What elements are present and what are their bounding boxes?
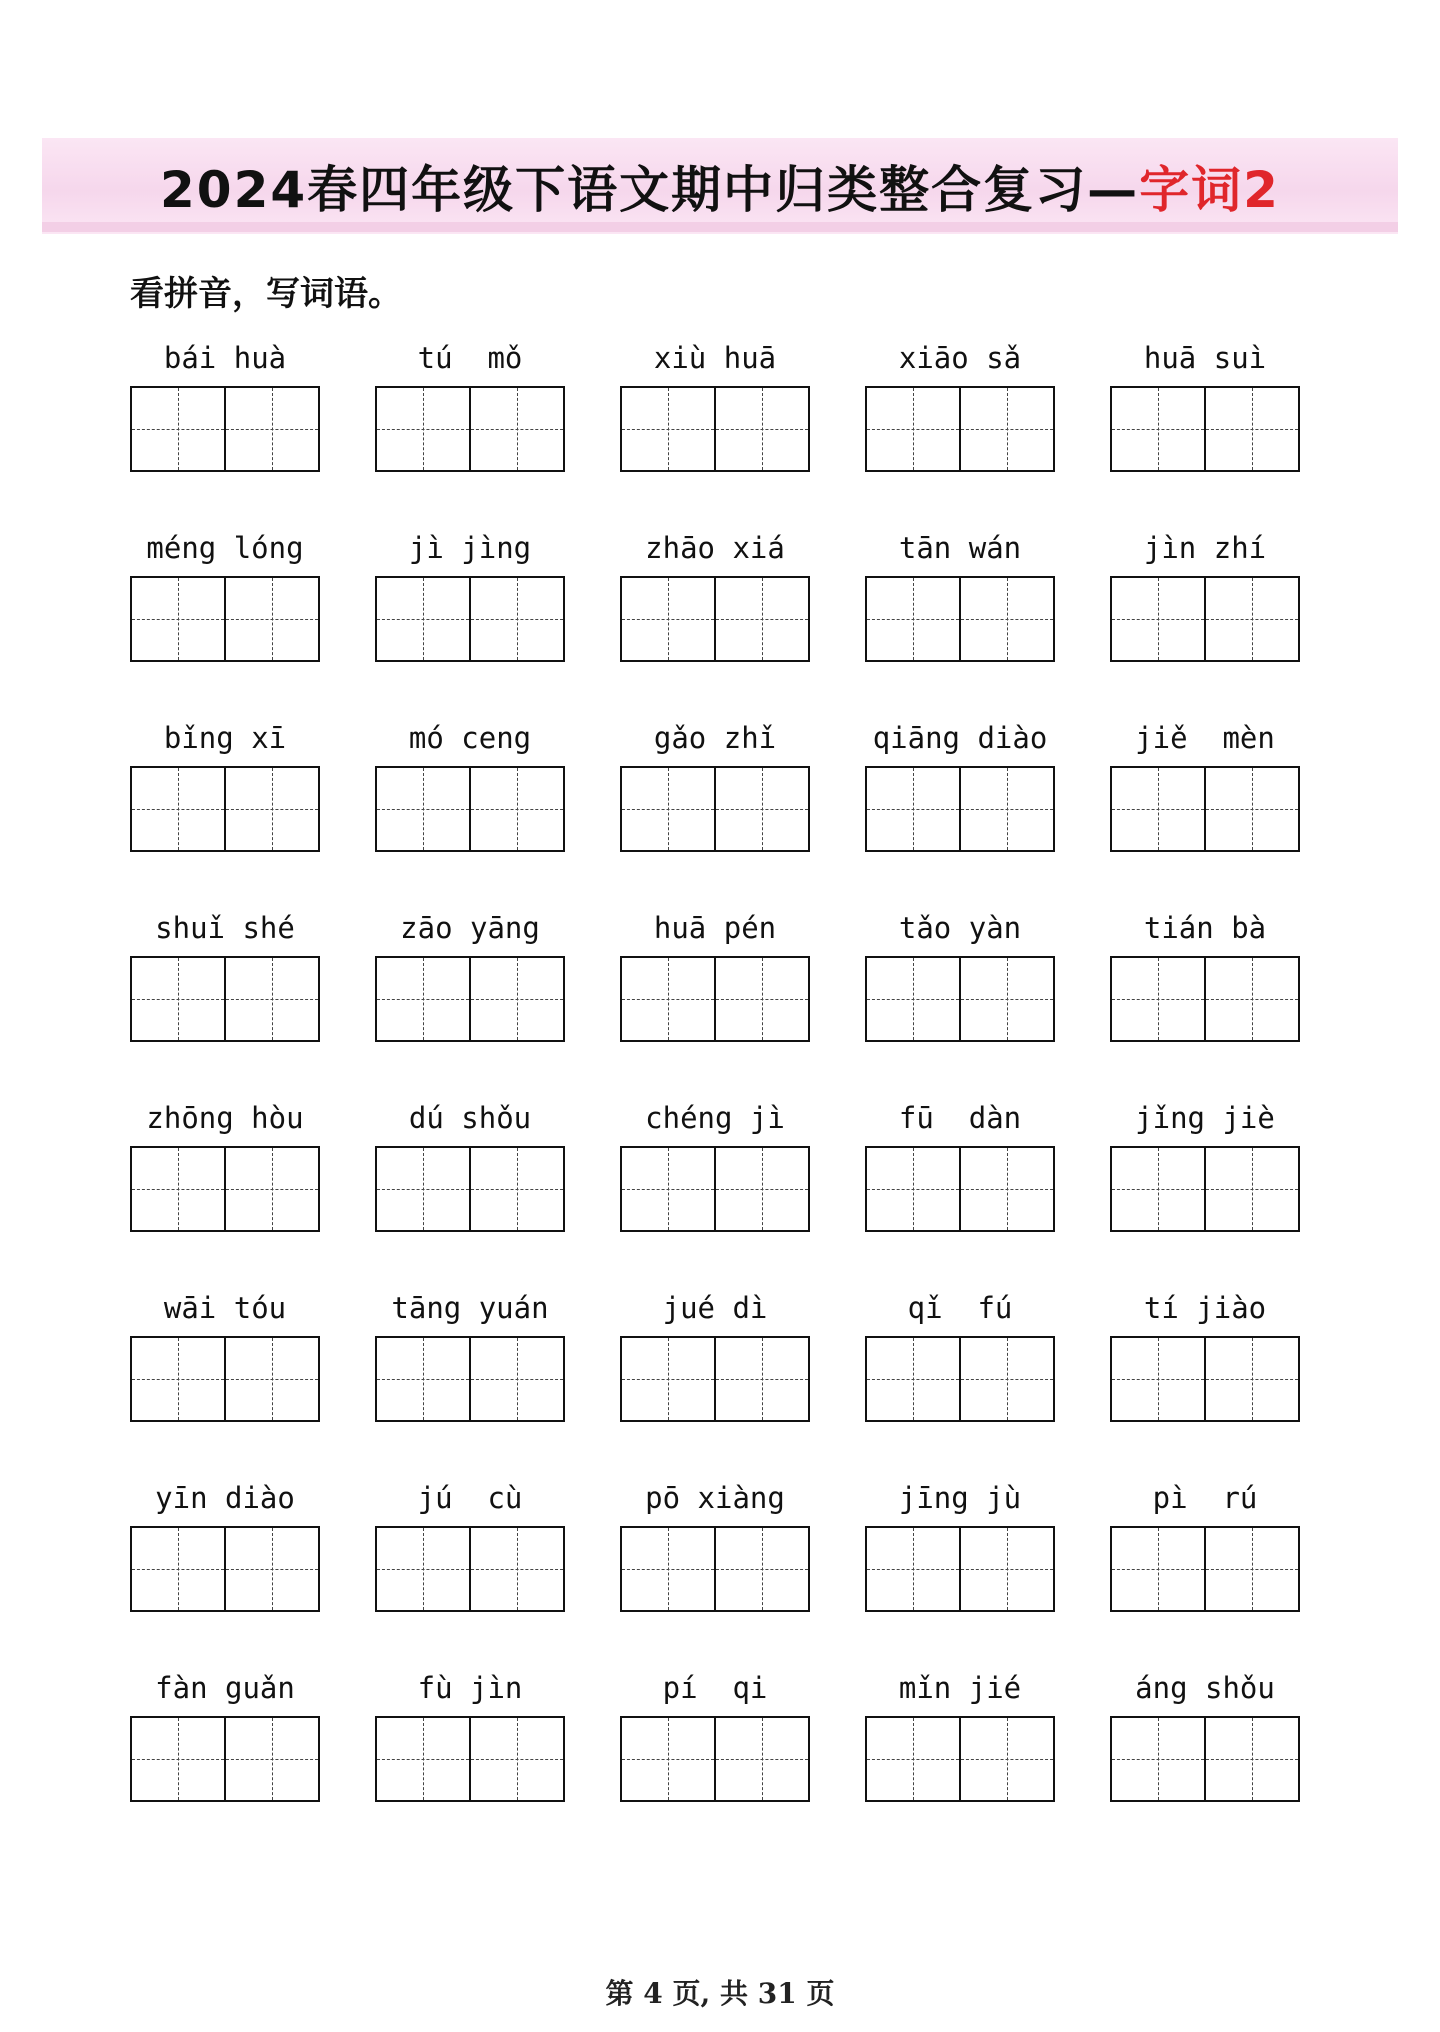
writing-box-pair — [865, 576, 1055, 662]
writing-box[interactable] — [224, 958, 318, 1040]
writing-box[interactable] — [622, 388, 714, 470]
writing-box[interactable] — [959, 1148, 1053, 1230]
writing-box[interactable] — [469, 768, 563, 850]
pinyin-label: shuǐ shé — [155, 911, 295, 945]
writing-box-pair — [865, 386, 1055, 472]
writing-box-pair — [1110, 1336, 1300, 1422]
pinyin-label: wāi tóu — [163, 1291, 287, 1325]
pinyin-label: zhōng hòu — [146, 1101, 304, 1135]
writing-box[interactable] — [1204, 1718, 1298, 1800]
writing-box[interactable] — [714, 958, 808, 1040]
writing-box[interactable] — [377, 958, 469, 1040]
writing-box[interactable] — [622, 1528, 714, 1610]
writing-box[interactable] — [469, 1528, 563, 1610]
writing-box-pair — [375, 1336, 565, 1422]
word-item — [130, 1280, 320, 1470]
writing-box-pair — [130, 766, 320, 852]
pinyin-label: méng lóng — [146, 531, 304, 565]
writing-box-pair — [130, 1716, 320, 1802]
writing-box[interactable] — [867, 1528, 959, 1610]
writing-box-pair — [375, 766, 565, 852]
writing-box-pair — [130, 1336, 320, 1422]
word-item — [375, 1280, 565, 1470]
pinyin-label: pí qi — [662, 1671, 768, 1705]
word-item — [865, 1660, 1055, 1850]
pinyin-label: pì rú — [1152, 1481, 1258, 1515]
writing-box[interactable] — [132, 1718, 224, 1800]
page-title-highlight: 字词2 — [1139, 161, 1280, 219]
word-item — [375, 1090, 565, 1280]
word-item — [620, 1470, 810, 1660]
word-item — [375, 1470, 565, 1660]
pinyin-label: tí jiào — [1143, 1291, 1267, 1325]
pinyin-label: zāo yāng — [400, 911, 540, 945]
writing-box[interactable] — [714, 1148, 808, 1230]
writing-box-pair — [375, 576, 565, 662]
writing-box[interactable] — [959, 578, 1053, 660]
writing-box-pair — [620, 766, 810, 852]
pinyin-label: bái huà — [163, 341, 287, 375]
writing-box[interactable] — [1112, 1718, 1204, 1800]
writing-box-pair — [1110, 386, 1300, 472]
pinyin-label: dú shǒu — [408, 1101, 532, 1135]
word-item — [1110, 1660, 1300, 1850]
pinyin-label: tú mǒ — [417, 341, 523, 375]
word-item — [620, 710, 810, 900]
writing-box[interactable] — [622, 1338, 714, 1420]
writing-box[interactable] — [132, 958, 224, 1040]
word-grid — [130, 330, 1310, 1850]
writing-box[interactable] — [132, 1148, 224, 1230]
writing-box[interactable] — [867, 1338, 959, 1420]
word-item — [620, 520, 810, 710]
writing-box[interactable] — [1204, 1338, 1298, 1420]
pinyin-label: jìn zhí — [1143, 531, 1267, 565]
writing-box[interactable] — [132, 1528, 224, 1610]
pinyin-label: jiě mèn — [1135, 721, 1275, 755]
writing-box[interactable] — [1204, 578, 1298, 660]
writing-box-pair — [620, 1526, 810, 1612]
pinyin-label: xiù huā — [653, 341, 777, 375]
title-underline — [42, 222, 1398, 232]
writing-box[interactable] — [1112, 578, 1204, 660]
pinyin-label: fù jìn — [417, 1671, 523, 1705]
pinyin-label: qǐ fú — [907, 1291, 1013, 1325]
writing-box[interactable] — [377, 1338, 469, 1420]
pinyin-label: chéng jì — [645, 1101, 785, 1135]
writing-box-pair — [865, 1336, 1055, 1422]
word-item — [130, 330, 320, 520]
writing-box[interactable] — [959, 1528, 1053, 1610]
writing-box[interactable] — [622, 578, 714, 660]
pinyin-label: tǎo yàn — [898, 911, 1022, 945]
writing-box-pair — [375, 1146, 565, 1232]
writing-box[interactable] — [1112, 1338, 1204, 1420]
writing-box[interactable] — [469, 578, 563, 660]
word-item — [130, 1660, 320, 1850]
writing-box[interactable] — [224, 1528, 318, 1610]
word-item — [130, 900, 320, 1090]
writing-box-pair — [865, 1526, 1055, 1612]
writing-box-pair — [620, 1146, 810, 1232]
pinyin-label: gǎo zhǐ — [653, 721, 777, 755]
word-item — [865, 1470, 1055, 1660]
writing-box-pair — [1110, 1146, 1300, 1232]
word-item — [130, 710, 320, 900]
pinyin-label: fū dàn — [898, 1101, 1022, 1135]
writing-box-pair — [375, 1716, 565, 1802]
writing-box[interactable] — [959, 1338, 1053, 1420]
writing-box[interactable] — [1204, 388, 1298, 470]
word-item — [865, 1090, 1055, 1280]
pinyin-label: jué dì — [662, 1291, 768, 1325]
pinyin-label: jīng jù — [898, 1481, 1022, 1515]
word-item — [375, 900, 565, 1090]
word-item — [865, 710, 1055, 900]
writing-box[interactable] — [377, 388, 469, 470]
word-item — [620, 900, 810, 1090]
writing-box[interactable] — [622, 1718, 714, 1800]
writing-box[interactable] — [714, 578, 808, 660]
writing-box-pair — [620, 1716, 810, 1802]
writing-box[interactable] — [959, 388, 1053, 470]
pinyin-label: mǐn jié — [898, 1671, 1022, 1705]
word-item — [130, 1090, 320, 1280]
writing-box[interactable] — [132, 388, 224, 470]
word-item — [620, 1660, 810, 1850]
writing-box[interactable] — [1112, 388, 1204, 470]
word-item — [865, 520, 1055, 710]
word-item — [1110, 1470, 1300, 1660]
writing-box[interactable] — [469, 388, 563, 470]
pinyin-label: huā suì — [1143, 341, 1267, 375]
writing-box-pair — [1110, 956, 1300, 1042]
title-banner — [42, 138, 1398, 234]
word-item — [375, 520, 565, 710]
word-item — [375, 330, 565, 520]
writing-box[interactable] — [1204, 1148, 1298, 1230]
writing-box[interactable] — [224, 578, 318, 660]
word-item — [130, 520, 320, 710]
writing-box[interactable] — [224, 768, 318, 850]
writing-box-pair — [865, 1716, 1055, 1802]
writing-box[interactable] — [714, 768, 808, 850]
writing-box[interactable] — [1112, 768, 1204, 850]
writing-box[interactable] — [224, 388, 318, 470]
writing-box-pair — [865, 1146, 1055, 1232]
writing-box[interactable] — [1112, 1528, 1204, 1610]
pinyin-label: áng shǒu — [1135, 1671, 1275, 1705]
writing-box[interactable] — [622, 958, 714, 1040]
word-item — [1110, 900, 1300, 1090]
pinyin-label: jú cù — [417, 1481, 523, 1515]
page-title — [160, 150, 1280, 222]
pinyin-label: zhāo xiá — [645, 531, 785, 565]
writing-box-pair — [130, 386, 320, 472]
writing-box[interactable] — [959, 958, 1053, 1040]
writing-box[interactable] — [867, 958, 959, 1040]
page-title-main: 2024春四年级下语文期中归类整合复习— — [160, 161, 1140, 219]
word-item — [1110, 1090, 1300, 1280]
instruction-text: 看拼音，写词语。 — [130, 274, 402, 314]
writing-box-pair — [130, 956, 320, 1042]
pinyin-label: mó ceng — [408, 721, 532, 755]
word-item — [620, 1280, 810, 1470]
writing-box-pair — [620, 386, 810, 472]
writing-box-pair — [130, 1526, 320, 1612]
word-item — [375, 1660, 565, 1850]
writing-box[interactable] — [867, 578, 959, 660]
pinyin-label: bǐng xī — [163, 721, 287, 755]
writing-box-pair — [865, 956, 1055, 1042]
writing-box-pair — [620, 956, 810, 1042]
writing-box-pair — [375, 956, 565, 1042]
pinyin-label: tāng yuán — [391, 1291, 549, 1325]
writing-box[interactable] — [867, 768, 959, 850]
writing-box[interactable] — [1204, 958, 1298, 1040]
writing-box[interactable] — [959, 768, 1053, 850]
writing-box[interactable] — [469, 1718, 563, 1800]
word-item — [865, 330, 1055, 520]
writing-box[interactable] — [377, 1528, 469, 1610]
pinyin-label: xiāo sǎ — [898, 341, 1022, 375]
pinyin-label: yīn diào — [155, 1481, 295, 1515]
writing-box[interactable] — [1204, 768, 1298, 850]
writing-box[interactable] — [622, 768, 714, 850]
writing-box[interactable] — [224, 1148, 318, 1230]
word-item — [130, 1470, 320, 1660]
writing-box[interactable] — [714, 1528, 808, 1610]
word-item — [375, 710, 565, 900]
writing-box[interactable] — [867, 388, 959, 470]
pinyin-label: fàn guǎn — [155, 1671, 295, 1705]
writing-box[interactable] — [1112, 1148, 1204, 1230]
writing-box[interactable] — [959, 1718, 1053, 1800]
writing-box[interactable] — [1112, 958, 1204, 1040]
writing-box-pair — [620, 576, 810, 662]
writing-box[interactable] — [867, 1718, 959, 1800]
writing-box-pair — [1110, 576, 1300, 662]
writing-box-pair — [375, 386, 565, 472]
writing-box-pair — [865, 766, 1055, 852]
word-item — [865, 1280, 1055, 1470]
writing-box[interactable] — [224, 1718, 318, 1800]
writing-box[interactable] — [132, 1338, 224, 1420]
writing-box[interactable] — [714, 388, 808, 470]
writing-box[interactable] — [377, 1718, 469, 1800]
writing-box-pair — [1110, 1716, 1300, 1802]
writing-box[interactable] — [132, 768, 224, 850]
writing-box-pair — [620, 1336, 810, 1422]
writing-box-pair — [375, 1526, 565, 1612]
writing-box-pair — [1110, 1526, 1300, 1612]
pinyin-label: qiāng diào — [872, 721, 1048, 755]
writing-box[interactable] — [1204, 1528, 1298, 1610]
writing-box[interactable] — [469, 1148, 563, 1230]
writing-box-pair — [1110, 766, 1300, 852]
pinyin-label: huā pén — [653, 911, 777, 945]
writing-box[interactable] — [377, 768, 469, 850]
writing-box-pair — [130, 1146, 320, 1232]
writing-box[interactable] — [469, 1338, 563, 1420]
pinyin-label: pō xiàng — [645, 1481, 785, 1515]
pinyin-label: jì jìng — [408, 531, 532, 565]
word-item — [620, 1090, 810, 1280]
writing-box[interactable] — [714, 1338, 808, 1420]
writing-box-pair — [130, 576, 320, 662]
page-footer: 第 4 页, 共 31 页 — [605, 1977, 835, 2010]
word-item — [1110, 330, 1300, 520]
word-item — [1110, 520, 1300, 710]
writing-box[interactable] — [377, 1148, 469, 1230]
word-item — [865, 900, 1055, 1090]
pinyin-label: jǐng jiè — [1135, 1101, 1275, 1135]
writing-box[interactable] — [469, 958, 563, 1040]
writing-box[interactable] — [377, 578, 469, 660]
writing-box[interactable] — [867, 1148, 959, 1230]
writing-box[interactable] — [622, 1148, 714, 1230]
word-item — [1110, 1280, 1300, 1470]
word-item — [620, 330, 810, 520]
pinyin-label: tián bà — [1143, 911, 1267, 945]
writing-box[interactable] — [714, 1718, 808, 1800]
word-item — [1110, 710, 1300, 900]
writing-box[interactable] — [224, 1338, 318, 1420]
writing-box[interactable] — [132, 578, 224, 660]
pinyin-label: tān wán — [898, 531, 1022, 565]
